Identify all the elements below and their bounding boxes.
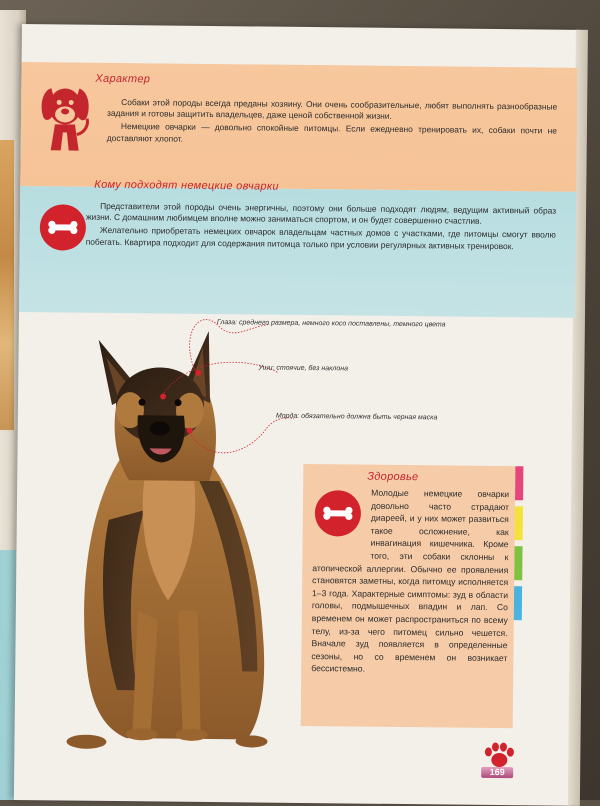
annotation-eyes: Глаза: среднего размера, немного косо поставлены, темного цвета bbox=[216, 319, 446, 329]
character-text bbox=[107, 97, 557, 149]
bone-icon bbox=[48, 220, 78, 234]
health-float-spacer bbox=[313, 486, 372, 551]
book-page bbox=[14, 24, 578, 806]
health-box bbox=[301, 464, 516, 728]
character-heading: Характер bbox=[95, 72, 151, 86]
tab-blue bbox=[514, 586, 522, 620]
suits-heading: Кому подходят немецкие овчарки bbox=[94, 178, 279, 193]
character-paragraph-2: Немецкие овчарки — довольно спокойные питомцы. Если ежедневно тренировать их, собаки почти не доставляют хлопот. bbox=[106, 121, 557, 144]
tab-yellow bbox=[515, 506, 523, 540]
health-text-block bbox=[311, 486, 509, 677]
tab-green bbox=[514, 546, 522, 580]
dog-head-icon bbox=[37, 78, 94, 155]
character-paragraph-1: Собаки этой породы всегда преданы хозяину. Они очень сообразительные, любят выполнять разнообразные задания и готовы защитить владельцев, даже ценой собственной жизни. bbox=[107, 97, 558, 122]
page-number: 169 bbox=[481, 767, 513, 778]
suits-paragraph-1: Представители этой породы очень энергичны, поэтому они больше подходят людям, ведущим активный образ жизни. С домашним любимцем вполне можно заниматься спортом, и он будет совершенно счастлив. bbox=[85, 200, 557, 227]
left-page-image-strip bbox=[0, 140, 14, 430]
bone-badge bbox=[40, 204, 86, 250]
annotation-muzzle: Морда: обязательно должна быть черная маска bbox=[275, 412, 438, 422]
annotation-ears: Уши: стоячие, без наклона bbox=[258, 364, 349, 373]
suits-text bbox=[86, 201, 556, 253]
paw-icon bbox=[482, 741, 516, 769]
suits-paragraph-2: Желательно приобретать немецких овчарок владельцам частных домов с участками, где питомцы смогут вволю побегать. Квартира подходит для содержания питомца только при условии регулярных активных тренировок. bbox=[85, 225, 556, 251]
health-text: Молодые немецкие овчарки довольно часто страдают диареей, и у них может развиться такое осложнение, как инвагинация кишечника. Кроме того, эти собаки склонны к атопической аллергии. Обычно ее проявления становятся заметны, когда питомцу исполняется 1–3 года. Характерные симптомы: зуд в области головы, подмышечных впадин и лап. Со временем он может распространиться по всему телу, из-за чего питомец сильно чешется. Вначале зуд появляется в определенные сезоны, но со временем он возникает бессистемно. bbox=[311, 487, 510, 674]
health-heading: Здоровье bbox=[367, 470, 419, 484]
tab-pink bbox=[515, 466, 523, 500]
